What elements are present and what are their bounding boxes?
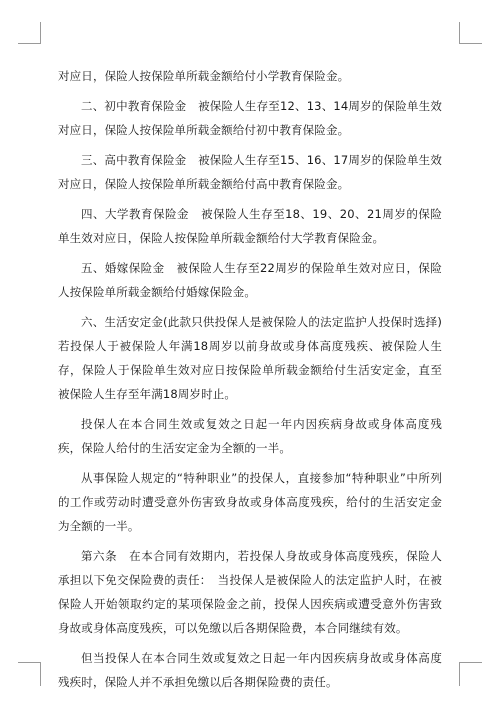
crop-mark-bottom-left <box>18 662 41 663</box>
crop-mark-top-right <box>459 22 460 44</box>
crop-mark-top-left <box>40 22 41 44</box>
crop-mark-bottom-right <box>459 662 460 686</box>
paragraph-continuation: 对应日，保险人按保险单所载金额给付小学教育保险金。 <box>58 69 350 83</box>
paragraph-special-occupation: 从事保险人规定的“特种职业”的投保人，直接参加“特种职业”中所列的工作或劳动时遭受意外伤害致身故或身体高度残疾，给付的生活安定金为全额的一半。 <box>58 471 442 533</box>
crop-mark-top-right <box>459 43 482 44</box>
paragraph-article-six: 第六条 在本合同有效期内，若投保人身故或身体高度残疾，保险人承担以下免交保险费的责任： 当投保人是被保险人的法定监护人时，在被保险人开始领取约定的某项保险金之前，投保人因疾病或遭受意外伤害致身故或身体高度残疾，可以免缴以后各期保险费，本合同继续有效。 <box>58 549 442 635</box>
crop-mark-top-left <box>18 43 41 44</box>
document-body <box>58 64 454 700</box>
paragraph-illness-half: 投保人在本合同生效或复效之日起一年内因疾病身故或身体高度残疾，保险人给付的生活安定金为全额的一半。 <box>58 417 442 455</box>
paragraph-junior-high-benefit: 二、初中教育保险金 被保险人生存至12、13、14周岁的保险单生效对应日，保险人按保险单所载金额给付初中教育保险金。 <box>58 99 442 137</box>
paragraph-living-allowance: 六、生活安定金(此款只供投保人是被保险人的法定监护人投保时选择) 若投保人于被保险人年满18周岁以前身故或身体高度残疾、被保险人生存，保险人于保险单生效对应日按保险单所载金额给付生活安定金，直至被保险人生存至年满18周岁时止。 <box>58 315 454 401</box>
paragraph-exclusion: 但当投保人在本合同生效或复效之日起一年内因疾病身故或身体高度残疾时，保险人并不承担免缴以后各期保险费的责任。 <box>58 651 442 689</box>
paragraph-university-benefit: 四、大学教育保险金 被保险人生存至18、19、20、21周岁的保险单生效对应日，保险人按保险单所载金额给付大学教育保险金。 <box>58 207 442 245</box>
crop-mark-bottom-left <box>40 662 41 686</box>
paragraph-senior-high-benefit: 三、高中教育保险金 被保险人生存至15、16、17周岁的保险单生效对应日，保险人按保险单所载金额给付高中教育保险金。 <box>58 153 442 191</box>
crop-mark-bottom-right <box>459 662 482 663</box>
paragraph-marriage-benefit: 五、婚嫁保险金 被保险人生存至22周岁的保险单生效对应日，保险人按保险单所载金额给付婚嫁保险金。 <box>58 261 442 299</box>
